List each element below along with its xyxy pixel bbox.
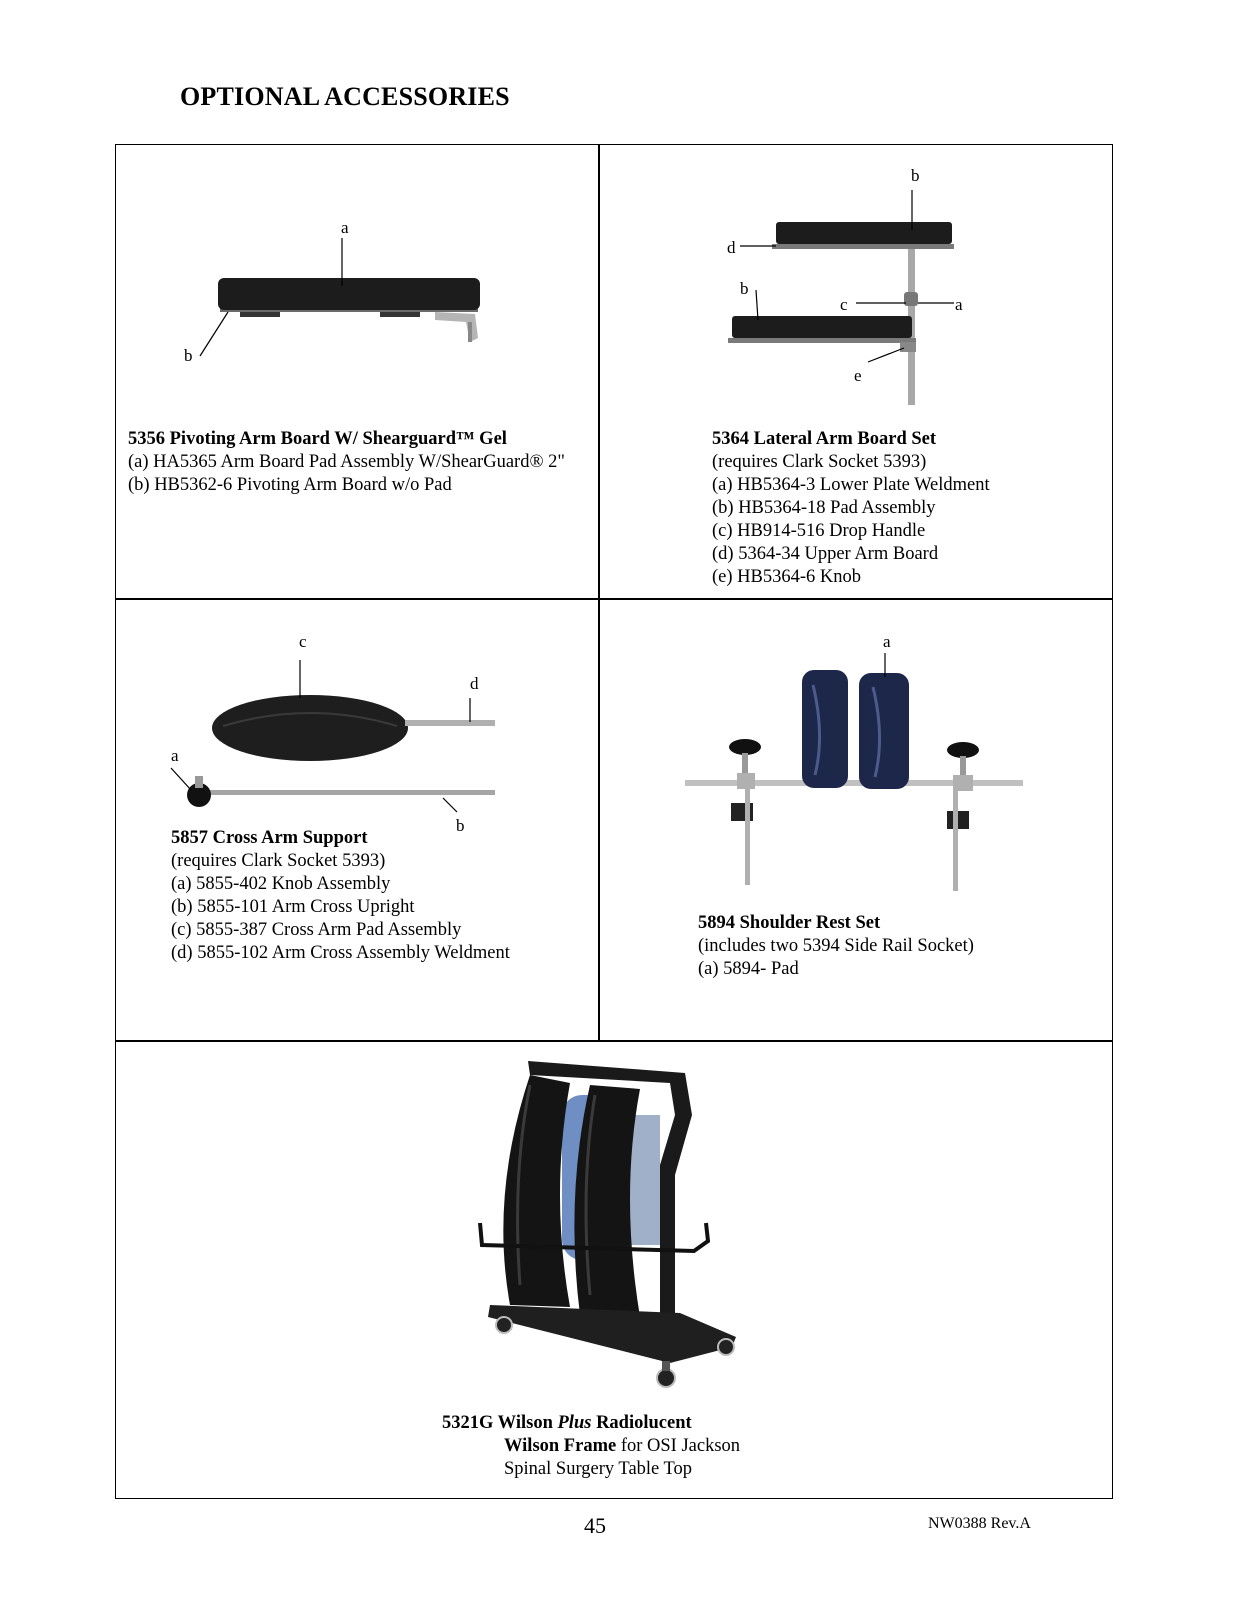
item-title: 5894 Shoulder Rest Set — [698, 913, 881, 933]
item-line: (a) 5894- Pad — [698, 959, 799, 979]
callout-e: e — [854, 366, 862, 385]
item-line: (c) HB914-516 Drop Handle — [712, 521, 926, 541]
item-line: (a) 5855-402 Knob Assembly — [171, 874, 391, 894]
callout-a: a — [171, 746, 179, 765]
callout-d: d — [470, 674, 479, 693]
page-number: 45 — [584, 1513, 606, 1538]
grid-divider-row1 — [115, 598, 1113, 600]
item-title: 5364 Lateral Arm Board Set — [712, 429, 937, 449]
page-title: OPTIONAL ACCESSORIES — [180, 82, 510, 111]
revision-code: NW0388 Rev.A — [928, 1515, 1031, 1532]
callout-a: a — [341, 218, 349, 237]
cross-arm-support-caption — [171, 827, 510, 965]
shoulder-rest-set-image — [685, 645, 1025, 895]
callout-a: a — [955, 295, 963, 314]
callout-c: c — [840, 295, 848, 314]
item-line: (b) HB5364-18 Pad Assembly — [712, 498, 936, 518]
cross-arm-support-image — [165, 640, 505, 840]
item-line: (a) HA5365 Arm Board Pad Assembly W/ShearGuard® 2" — [128, 452, 565, 472]
item-line: (d) 5855-102 Arm Cross Assembly Weldment — [171, 943, 510, 963]
item-title — [442, 1412, 740, 1435]
item-title: 5356 Pivoting Arm Board W/ Shearguard™ Gel — [128, 429, 507, 449]
pivoting-arm-board-image — [180, 210, 500, 370]
item-line: (requires Clark Socket 5393) — [171, 851, 386, 871]
item-line — [442, 1435, 740, 1458]
line-rest: for OSI Jackson — [616, 1436, 741, 1456]
item-line: (c) 5855-387 Cross Arm Pad Assembly — [171, 920, 462, 940]
grid-divider-vertical — [598, 144, 600, 1041]
callout-a: a — [883, 632, 891, 651]
item-line: (d) 5364-34 Upper Arm Board — [712, 544, 939, 564]
title-part: Radiolucent — [591, 1413, 692, 1433]
item-line: (a) HB5364-3 Lower Plate Weldment — [712, 475, 990, 495]
callout-b: b — [911, 166, 920, 185]
title-italic: Plus — [557, 1413, 592, 1433]
item-line: (includes two 5394 Side Rail Socket) — [698, 936, 974, 956]
callout-d: d — [727, 238, 736, 257]
callout-b: b — [740, 279, 749, 298]
pivoting-arm-board-caption — [128, 428, 565, 497]
item-line: (b) 5855-101 Arm Cross Upright — [171, 897, 415, 917]
item-line: (b) HB5362-6 Pivoting Arm Board w/o Pad — [128, 475, 452, 495]
item-line: (e) HB5364-6 Knob — [712, 567, 862, 587]
line-bold: Wilson Frame — [504, 1436, 617, 1456]
grid-divider-row2 — [115, 1040, 1113, 1042]
shoulder-rest-set-caption — [698, 912, 974, 981]
wilson-frame-caption — [442, 1412, 740, 1481]
lateral-arm-board-caption — [712, 428, 990, 589]
callout-b: b — [456, 816, 465, 835]
item-title: 5857 Cross Arm Support — [171, 828, 368, 848]
title-part: 5321G Wilson — [442, 1413, 558, 1433]
callout-b: b — [184, 346, 193, 365]
callout-c: c — [299, 632, 307, 651]
item-line: Spinal Surgery Table Top — [504, 1459, 693, 1479]
item-line: (requires Clark Socket 5393) — [712, 452, 927, 472]
wilson-frame-cart-image — [470, 1055, 760, 1400]
